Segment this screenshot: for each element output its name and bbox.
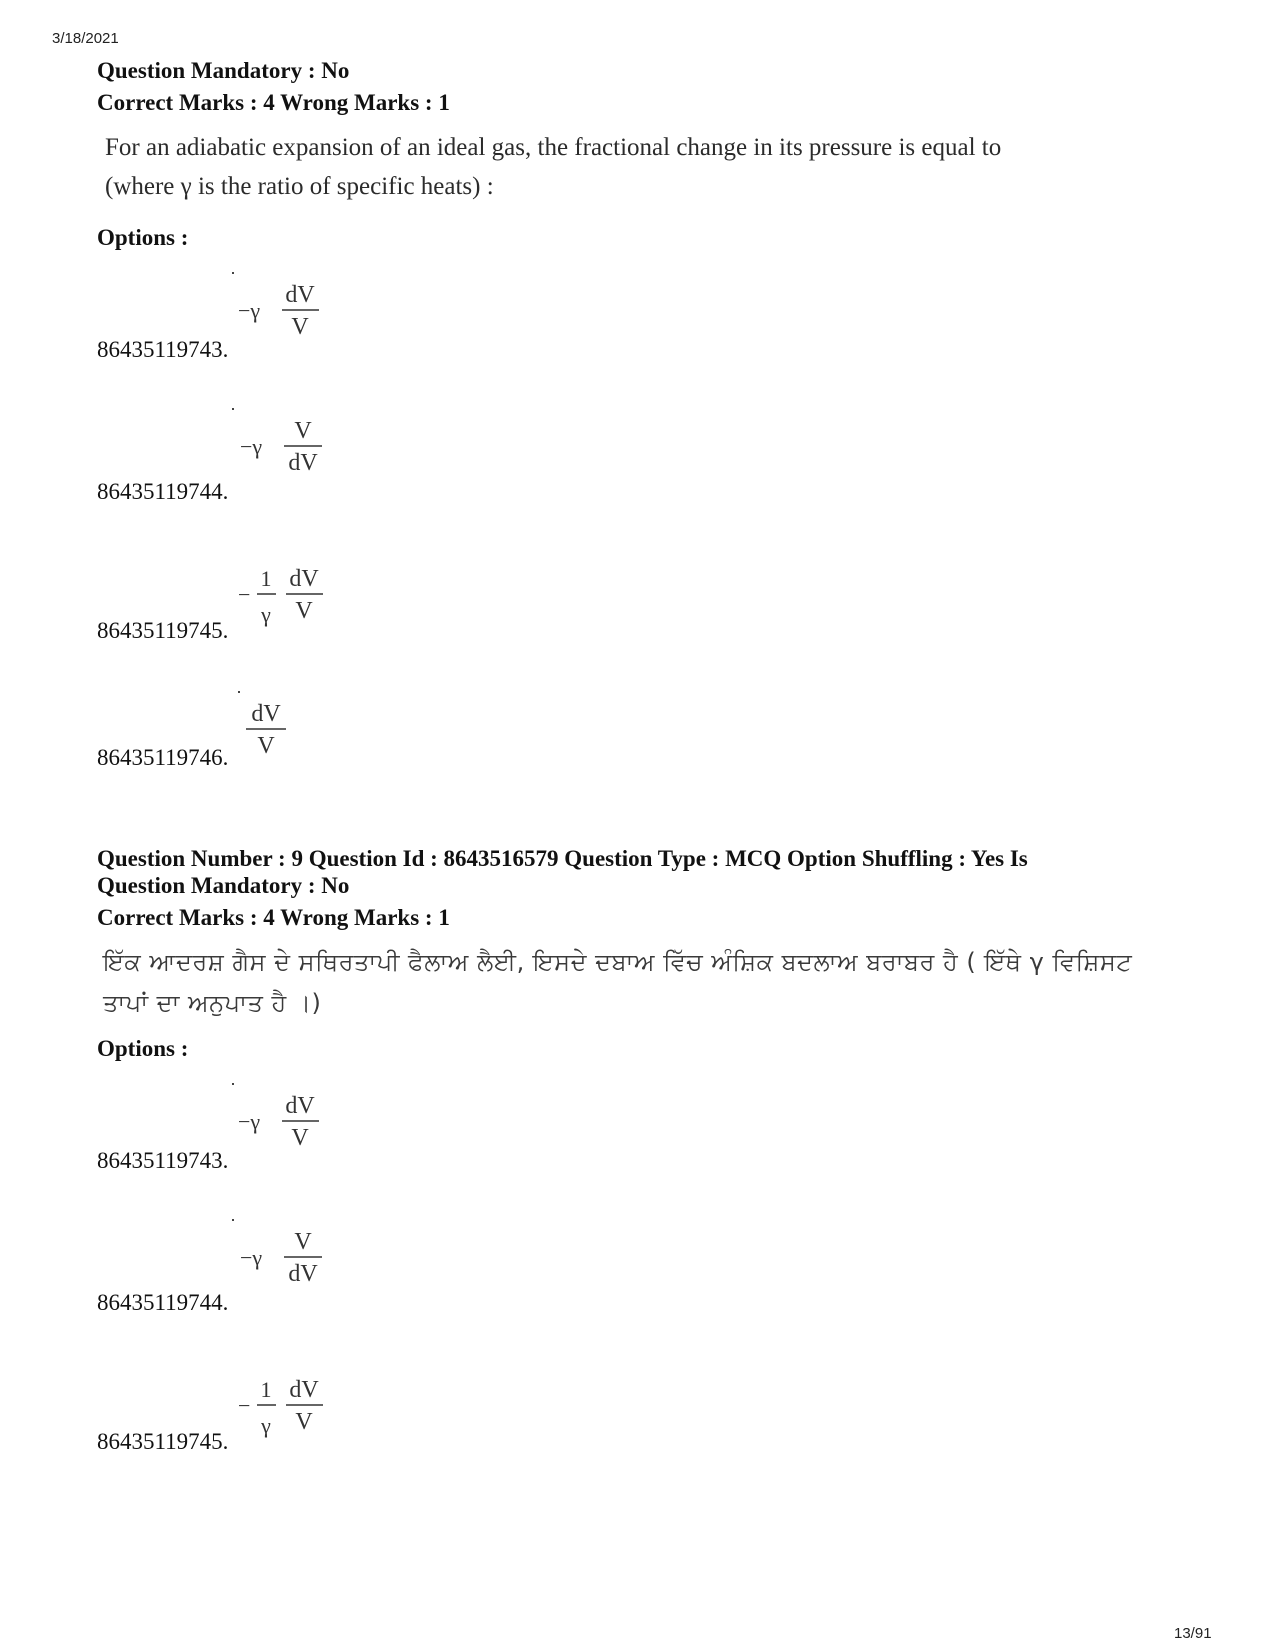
formula-prefix: −γ bbox=[238, 298, 261, 323]
question-marks: Correct Marks : 4 Wrong Marks : 1 bbox=[97, 905, 450, 930]
formula-denominator-1: γ bbox=[261, 602, 271, 627]
formula-denominator: V bbox=[295, 1409, 313, 1435]
options-label: Options : bbox=[97, 1036, 189, 1061]
question-text bbox=[105, 128, 1185, 206]
formula-numerator: dV bbox=[289, 566, 319, 592]
scan-mark bbox=[232, 408, 234, 410]
option-formula-minus-one-over-gamma-dv-over-v bbox=[236, 1371, 336, 1443]
formula-numerator: dV bbox=[285, 1093, 315, 1119]
scan-mark bbox=[238, 691, 240, 693]
scan-mark bbox=[232, 1083, 234, 1085]
option-id: 86435119746. bbox=[97, 745, 229, 770]
question-text-line: ਇੱਕ ਆਦਰਸ਼ ਗੈਸ ਦੇ ਸਥਿਰਤਾਪੀ ਫੈਲਾਅ ਲੈਈ, ਇਸਦੇ ਦਬਾਅ ਵਿੱਚ ਅੰਸ਼ਿਕ ਬਦਲਾਅ ਬਰਾਬਰ ਹੈ ( ਇੱਥੇ γ ਵਿਸ਼ਿਸਟ bbox=[103, 948, 1133, 976]
formula-denominator: V bbox=[291, 314, 309, 340]
scan-mark bbox=[232, 272, 234, 274]
option-formula-minus-gamma-v-over-dv bbox=[236, 412, 336, 478]
option-id: 86435119743. bbox=[97, 337, 229, 362]
scan-mark bbox=[232, 1219, 234, 1221]
print-date: 3/18/2021 bbox=[52, 30, 119, 47]
formula-denominator-1: γ bbox=[261, 1413, 271, 1438]
formula-denominator: V bbox=[257, 733, 275, 759]
question-text-line: ਤਾਪਾਂ ਦਾ ਅਨੁਪਾਤ ਹੈ ।) bbox=[103, 989, 322, 1017]
option-formula-minus-one-over-gamma-dv-over-v bbox=[236, 560, 336, 632]
option-id: 86435119743. bbox=[97, 1148, 229, 1173]
formula-numerator: dV bbox=[251, 701, 281, 727]
formula-denominator: dV bbox=[288, 450, 318, 476]
question-text-punjabi bbox=[103, 942, 1188, 1024]
option-formula-minus-gamma-dv-over-v bbox=[236, 276, 336, 342]
question-mandatory: Question Mandatory : No bbox=[97, 58, 350, 83]
formula-prefix: −γ bbox=[240, 434, 263, 459]
question-text-line: (where γ is the ratio of specific heats) : bbox=[105, 173, 494, 200]
question-text-line: For an adiabatic expansion of an ideal gas, the fractional change in its pressure is equal to bbox=[105, 134, 1002, 161]
formula-prefix: −γ bbox=[240, 1245, 263, 1270]
option-id: 86435119744. bbox=[97, 1290, 229, 1315]
question-mandatory: Question Mandatory : No bbox=[97, 873, 350, 898]
option-id: 86435119744. bbox=[97, 479, 229, 504]
question-marks: Correct Marks : 4 Wrong Marks : 1 bbox=[97, 90, 450, 115]
formula-numerator-1: 1 bbox=[260, 566, 272, 591]
option-formula-minus-gamma-v-over-dv bbox=[236, 1223, 336, 1289]
options-label: Options : bbox=[97, 225, 189, 250]
formula-numerator-1: 1 bbox=[260, 1377, 272, 1402]
formula-denominator: V bbox=[291, 1125, 309, 1151]
question-info: Question Number : 9 Question Id : 8643516579 Question Type : MCQ Option Shuffling : Yes Is bbox=[97, 846, 1028, 871]
formula-prefix: −γ bbox=[238, 1109, 261, 1134]
page-number: 13/91 bbox=[1174, 1625, 1212, 1642]
formula-numerator: dV bbox=[289, 1377, 319, 1403]
formula-denominator: V bbox=[295, 598, 313, 624]
option-id: 86435119745. bbox=[97, 1429, 229, 1454]
formula-numerator: dV bbox=[285, 282, 315, 308]
formula-numerator: V bbox=[294, 418, 312, 444]
formula-prefix: − bbox=[238, 1393, 251, 1418]
formula-numerator: V bbox=[294, 1229, 312, 1255]
option-formula-dv-over-v bbox=[242, 695, 302, 761]
formula-denominator: dV bbox=[288, 1261, 318, 1287]
option-id: 86435119745. bbox=[97, 618, 229, 643]
option-formula-minus-gamma-dv-over-v bbox=[236, 1087, 336, 1153]
formula-prefix: − bbox=[238, 582, 251, 607]
